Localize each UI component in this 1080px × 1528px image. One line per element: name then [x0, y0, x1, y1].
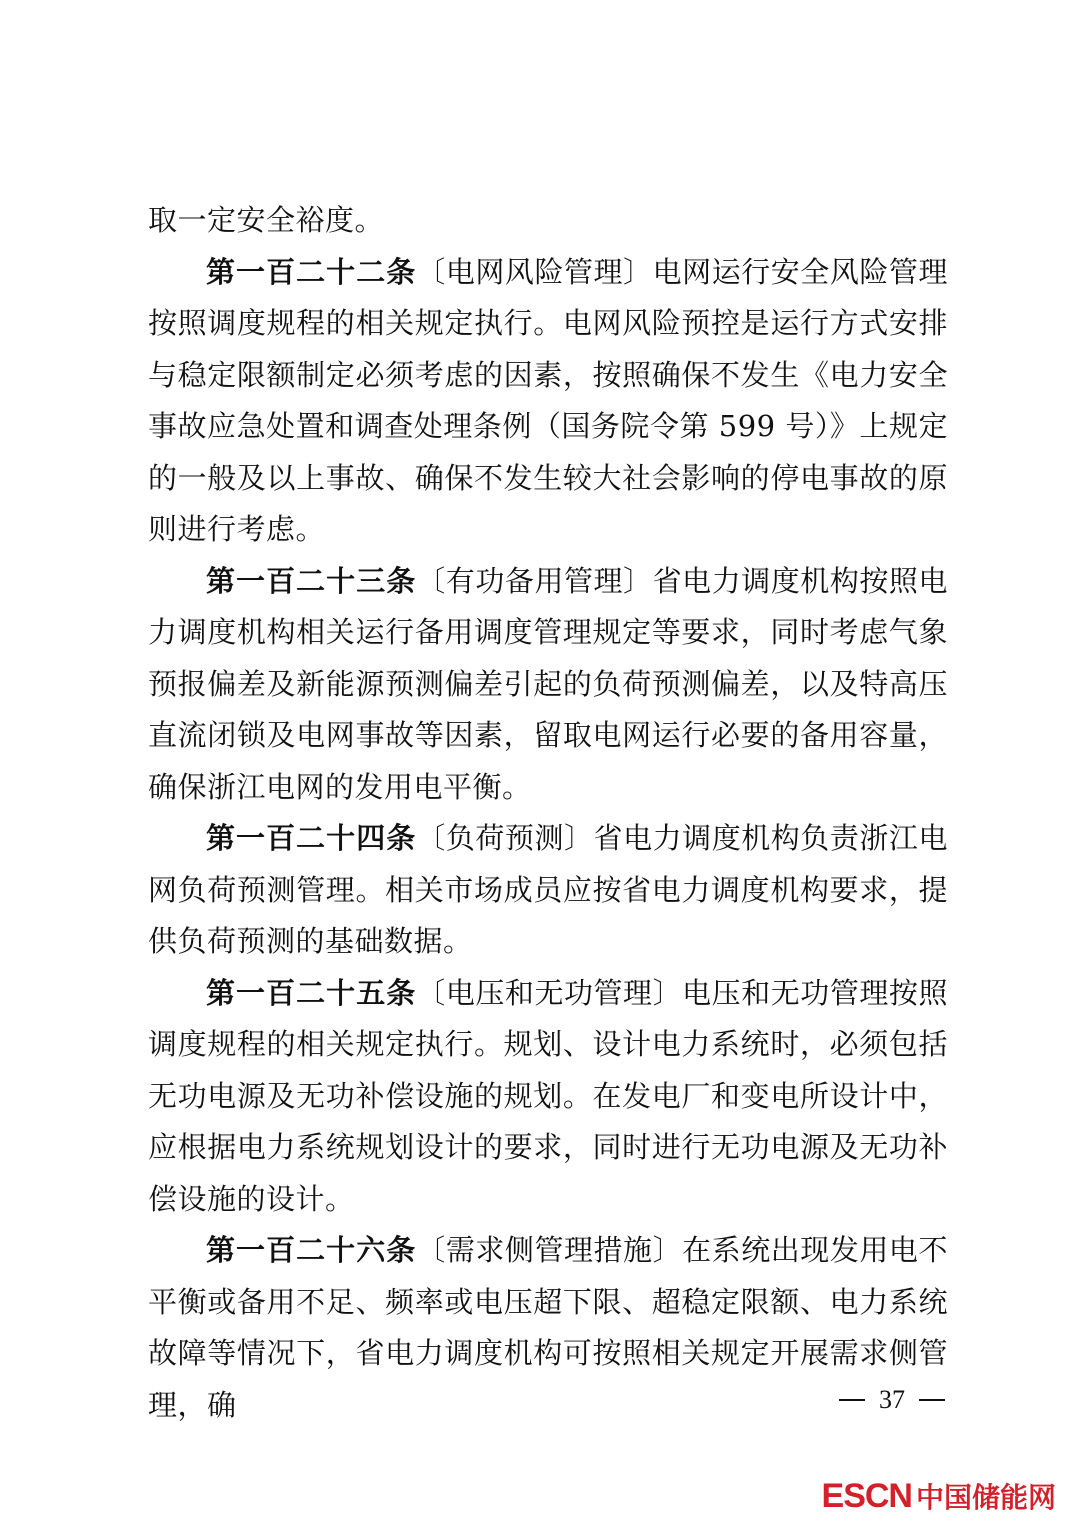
- article-heading: 第一百二十二条: [206, 254, 417, 289]
- article-126: [148, 1225, 948, 1431]
- article-124: [148, 813, 948, 968]
- article-topic: 〔负荷预测〕: [416, 821, 594, 855]
- watermark-latin: ESCN: [821, 1477, 912, 1515]
- escn-watermark-logo: [822, 1476, 1056, 1516]
- article-topic: 〔电压和无功管理〕: [416, 975, 683, 1010]
- article-123: [148, 556, 948, 814]
- article-body: 省电力调度机构按照电力调度机构相关运行备用调度管理规定等要求，同时考虑气象预报偏差及新能源预测偏差引起的负荷预测偏差，以及特高压直流闭锁及电网事故等因素，留取电网运行必要的备用容量，确保浙江电网的发用电平衡。: [148, 563, 948, 804]
- article-topic: 〔需求侧管理措施〕: [416, 1233, 683, 1267]
- article-topic: 〔有功备用管理〕: [416, 563, 653, 598]
- article-heading: 第一百二十六条: [206, 1233, 417, 1267]
- article-heading: 第一百二十四条: [206, 821, 417, 855]
- document-body: [148, 195, 948, 1431]
- page-number-dash-left: [839, 1399, 865, 1401]
- page-number: [839, 1385, 945, 1415]
- paragraph-body: 取一定安全裕度。: [148, 203, 385, 237]
- paragraph-continuation: [148, 195, 948, 247]
- article-topic: 〔电网风险管理〕: [416, 254, 653, 289]
- article-heading: 第一百二十三条: [206, 563, 417, 598]
- article-body: 在系统出现发用电不平衡或备用不足、频率或电压超下限、超稳定限额、电力系统故障等情况下，省电力调度机构可按照相关规定开展需求侧管理，确: [148, 1233, 948, 1422]
- article-122: [148, 247, 948, 556]
- article-125: [148, 968, 948, 1226]
- watermark-chinese: 中国储能网: [915, 1481, 1056, 1514]
- article-heading: 第一百二十五条: [206, 975, 417, 1010]
- page-number-value: 37: [879, 1385, 905, 1414]
- article-body: 电网运行安全风险管理按照调度规程的相关规定执行。电网风险预控是运行方式安排与稳定限额制定必须考虑的因素，按照确保不发生《电力安全事故应急处置和调查处理条例（国务院令第 599 号）》上规定的一般及以上事故、确保不发生较大社会影响的停电事故的原则进行考虑。: [148, 254, 948, 546]
- article-body: 电压和无功管理按照调度规程的相关规定执行。规划、设计电力系统时，必须包括无功电源及无功补偿设施的规划。在发电厂和变电所设计中，应根据电力系统规划设计的要求，同时进行无功电源及无功补偿设施的设计。: [148, 975, 948, 1216]
- page-number-dash-right: [919, 1399, 945, 1401]
- article-body: 省电力调度机构负责浙江电网负荷预测管理。相关市场成员应按省电力调度机构要求，提供负荷预测的基础数据。: [148, 821, 948, 958]
